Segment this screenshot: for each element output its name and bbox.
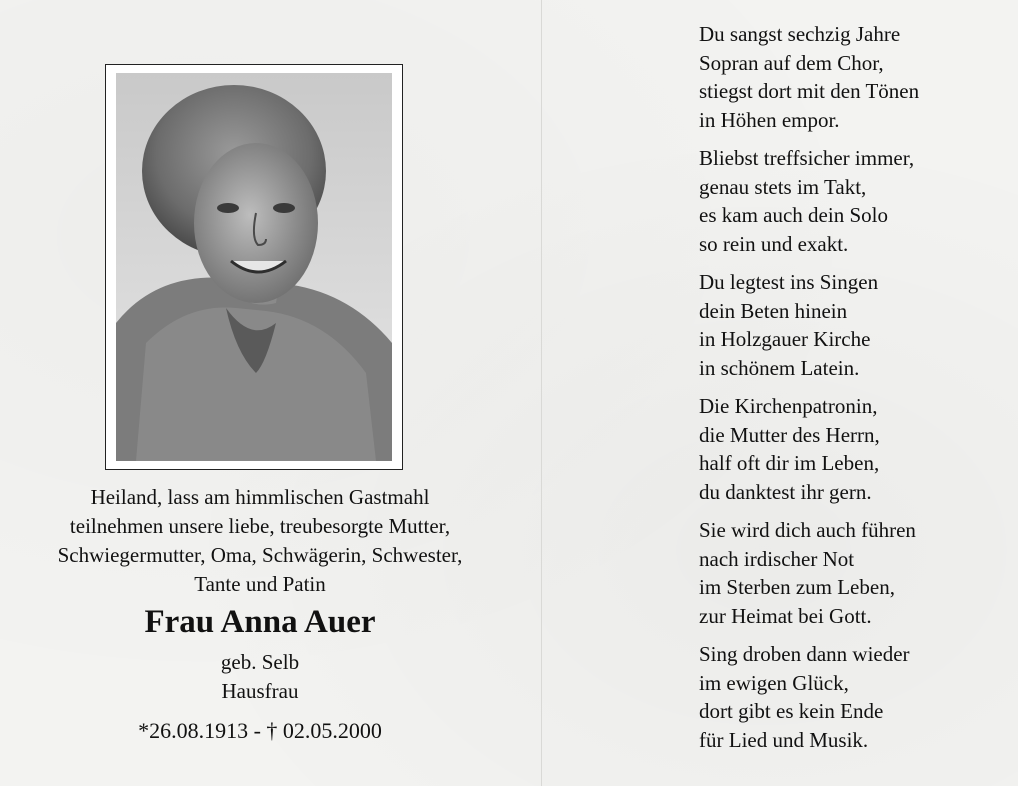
poem-stanza: [699, 516, 1009, 630]
verse-line: Schwiegermutter, Oma, Schwägerin, Schwester,: [57, 543, 463, 567]
poem-line: im ewigen Glück,: [699, 670, 849, 695]
poem-line: dein Beten hinein: [699, 298, 848, 323]
poem-line: Sie wird dich auch führen: [699, 518, 916, 542]
portrait-frame: [105, 64, 403, 470]
poem-line: stiegst dort mit den Tönen: [699, 79, 920, 103]
poem-line: für Lied und Musik.: [699, 727, 869, 752]
poem-stanza: [699, 144, 1009, 258]
poem-line: Die Kirchenpatronin,: [699, 394, 878, 418]
poem-line: Sopran auf dem Chor,: [699, 50, 884, 75]
poem-line: in Höhen empor.: [699, 107, 840, 132]
poem-line: Du sangst sechzig Jahre: [699, 22, 901, 46]
poem: [699, 20, 1009, 764]
poem-line: Sing droben dann wieder: [699, 642, 910, 666]
poem-line: genau stets im Takt,: [699, 174, 867, 199]
verse-line: teilnehmen unsere liebe, treubesorgte Mutter,: [69, 514, 451, 538]
occupation: Hausfrau: [221, 679, 299, 703]
memorial-verse: [0, 483, 520, 599]
poem-line: dort gibt es kein Ende: [699, 699, 884, 723]
poem-line: die Mutter des Herrn,: [699, 422, 880, 447]
verse-line: Tante und Patin: [194, 572, 326, 596]
poem-line: half oft dir im Leben,: [699, 451, 880, 475]
poem-line: zur Heimat bei Gott.: [699, 603, 872, 628]
poem-line: du danktest ihr gern.: [699, 479, 872, 504]
poem-stanza: [699, 392, 1009, 506]
portrait-photo: [116, 73, 392, 461]
poem-line: in schönem Latein.: [699, 355, 860, 380]
portrait-image: [116, 73, 392, 461]
poem-line: Bliebst treffsicher immer,: [699, 146, 915, 170]
poem-stanza: [699, 268, 1009, 382]
poem-line: es kam auch dein Solo: [699, 203, 888, 227]
poem-line: nach irdischer Not: [699, 546, 855, 571]
poem-line: im Sterben zum Leben,: [699, 575, 895, 599]
maiden-name: geb. Selb: [220, 650, 300, 674]
deceased-name: Frau Anna Auer: [144, 604, 376, 640]
poem-line: in Holzgauer Kirche: [699, 327, 871, 351]
poem-line: so rein und exakt.: [699, 231, 849, 256]
poem-stanza: [699, 20, 1009, 134]
life-dates: *26.08.1913 - † 02.05.2000: [138, 718, 382, 743]
verse-line: Heiland, lass am himmlischen Gastmahl: [90, 485, 430, 509]
personal-details: [0, 648, 520, 706]
poem-line: Du legtest ins Singen: [699, 270, 879, 294]
fold-line: [541, 0, 542, 786]
poem-stanza: [699, 640, 1009, 754]
